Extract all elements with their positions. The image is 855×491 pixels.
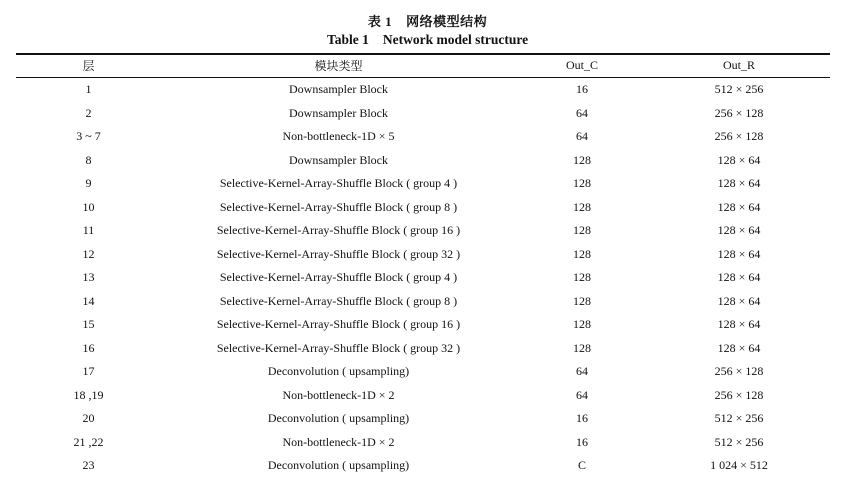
cell-out-r: 512 × 256 — [714, 411, 764, 426]
cell-module-type: Selective-Kernel-Array-Shuffle Block ( group 32 ) — [216, 246, 461, 261]
cell-out-c: 16 — [576, 82, 588, 97]
caption-en-label: Table 1 — [326, 32, 369, 47]
cell-out-c: 64 — [576, 387, 588, 402]
cell-out-c: 128 — [573, 223, 591, 238]
cell-layer: 1 — [85, 82, 92, 97]
cell-out-r: 256 × 128 — [714, 129, 764, 144]
table-row — [16, 149, 830, 173]
cell-out-r: 512 × 256 — [714, 82, 764, 97]
cell-module-type: Non-bottleneck-1D × 2 — [282, 434, 395, 449]
cell-out-r: 128 × 64 — [717, 199, 761, 214]
table-row — [16, 454, 830, 478]
cell-module-type: Selective-Kernel-Array-Shuffle Block ( group 8 ) — [219, 293, 458, 308]
table-row — [16, 360, 830, 384]
table-row — [16, 125, 830, 149]
cell-out-r: 128 × 64 — [717, 293, 761, 308]
cell-out-r: 128 × 64 — [717, 317, 761, 332]
cell-out-r: 1 024 × 512 — [710, 458, 768, 473]
caption-en-title: Network model structure — [382, 32, 529, 47]
cell-out-r: 128 × 64 — [717, 270, 761, 285]
cell-out-c: 128 — [573, 317, 591, 332]
cell-layer: 8 — [85, 152, 92, 167]
cell-out-c: 128 — [573, 199, 591, 214]
cell-module-type: Deconvolution ( upsampling) — [267, 411, 410, 426]
cell-layer: 11 — [82, 223, 95, 238]
caption-cn-label: 表 1 — [367, 14, 393, 29]
table-row — [16, 384, 830, 408]
cell-out-r: 256 × 128 — [714, 105, 764, 120]
cell-layer: 23 — [82, 458, 95, 473]
cell-layer: 16 — [82, 340, 95, 355]
cell-out-c: 64 — [576, 105, 588, 120]
table-row — [16, 290, 830, 314]
table-row — [16, 243, 830, 267]
table-row — [16, 337, 830, 361]
cell-module-type: Selective-Kernel-Array-Shuffle Block ( group 16 ) — [216, 317, 461, 332]
cell-module-type: Downsampler Block — [289, 152, 388, 167]
cell-module-type: Deconvolution ( upsampling) — [267, 364, 410, 379]
table-row — [16, 407, 830, 431]
cell-layer: 17 — [82, 364, 95, 379]
cell-layer: 3 ~ 7 — [76, 129, 101, 144]
cell-module-type: Downsampler Block — [289, 82, 388, 97]
cell-layer: 2 — [85, 105, 92, 120]
cell-out-c: C — [577, 458, 586, 473]
cell-layer: 9 — [85, 176, 92, 191]
table-body — [16, 77, 830, 478]
table-row — [16, 266, 830, 290]
header-out-c: Out_C — [565, 58, 598, 72]
cell-module-type: Non-bottleneck-1D × 2 — [282, 387, 395, 402]
cell-out-r: 256 × 128 — [714, 387, 764, 402]
cell-module-type: Downsampler Block — [289, 105, 388, 120]
table-caption-english — [0, 32, 855, 48]
cell-module-type: Selective-Kernel-Array-Shuffle Block ( group 32 ) — [216, 340, 461, 355]
cell-out-r: 512 × 256 — [714, 434, 764, 449]
cell-out-c: 64 — [576, 129, 588, 144]
cell-out-c: 128 — [573, 340, 591, 355]
cell-layer: 21 ,22 — [73, 434, 104, 449]
cell-out-c: 128 — [573, 270, 591, 285]
cell-module-type: Selective-Kernel-Array-Shuffle Block ( group 4 ) — [219, 176, 458, 191]
cell-out-c: 16 — [576, 434, 588, 449]
table-header-row — [16, 54, 830, 77]
cell-out-c: 128 — [573, 293, 591, 308]
cell-out-c: 16 — [576, 411, 588, 426]
table-row — [16, 219, 830, 243]
table-row — [16, 102, 830, 126]
cell-module-type: Non-bottleneck-1D × 5 — [282, 129, 395, 144]
cell-layer: 12 — [82, 246, 95, 261]
table-row — [16, 431, 830, 455]
table-row — [16, 313, 830, 337]
cell-out-r: 128 × 64 — [717, 152, 761, 167]
cell-module-type: Selective-Kernel-Array-Shuffle Block ( group 16 ) — [216, 223, 461, 238]
cell-out-r: 128 × 64 — [717, 340, 761, 355]
cell-out-c: 128 — [573, 246, 591, 261]
cell-out-c: 128 — [573, 176, 591, 191]
cell-layer: 20 — [82, 411, 95, 426]
cell-out-r: 128 × 64 — [717, 246, 761, 261]
header-layer: 层 — [82, 59, 95, 73]
cell-out-r: 128 × 64 — [717, 223, 761, 238]
table-caption-chinese — [0, 11, 855, 30]
cell-out-c: 128 — [573, 152, 591, 167]
cell-module-type: Deconvolution ( upsampling) — [267, 458, 410, 473]
table-row — [16, 196, 830, 220]
network-structure-table — [16, 54, 830, 478]
header-out-r: Out_R — [722, 58, 755, 72]
cell-out-r: 256 × 128 — [714, 364, 764, 379]
cell-layer: 14 — [82, 293, 95, 308]
caption-cn-title: 网络模型结构 — [406, 14, 488, 29]
table-row — [16, 77, 830, 102]
table-row — [16, 172, 830, 196]
cell-out-c: 64 — [576, 364, 588, 379]
cell-layer: 18 ,19 — [73, 387, 104, 402]
cell-layer: 13 — [82, 270, 95, 285]
cell-layer: 10 — [82, 199, 95, 214]
cell-out-r: 128 × 64 — [717, 176, 761, 191]
cell-layer: 15 — [82, 317, 95, 332]
cell-module-type: Selective-Kernel-Array-Shuffle Block ( group 8 ) — [219, 199, 458, 214]
header-module-type: 模块类型 — [314, 59, 363, 73]
cell-module-type: Selective-Kernel-Array-Shuffle Block ( group 4 ) — [219, 270, 458, 285]
